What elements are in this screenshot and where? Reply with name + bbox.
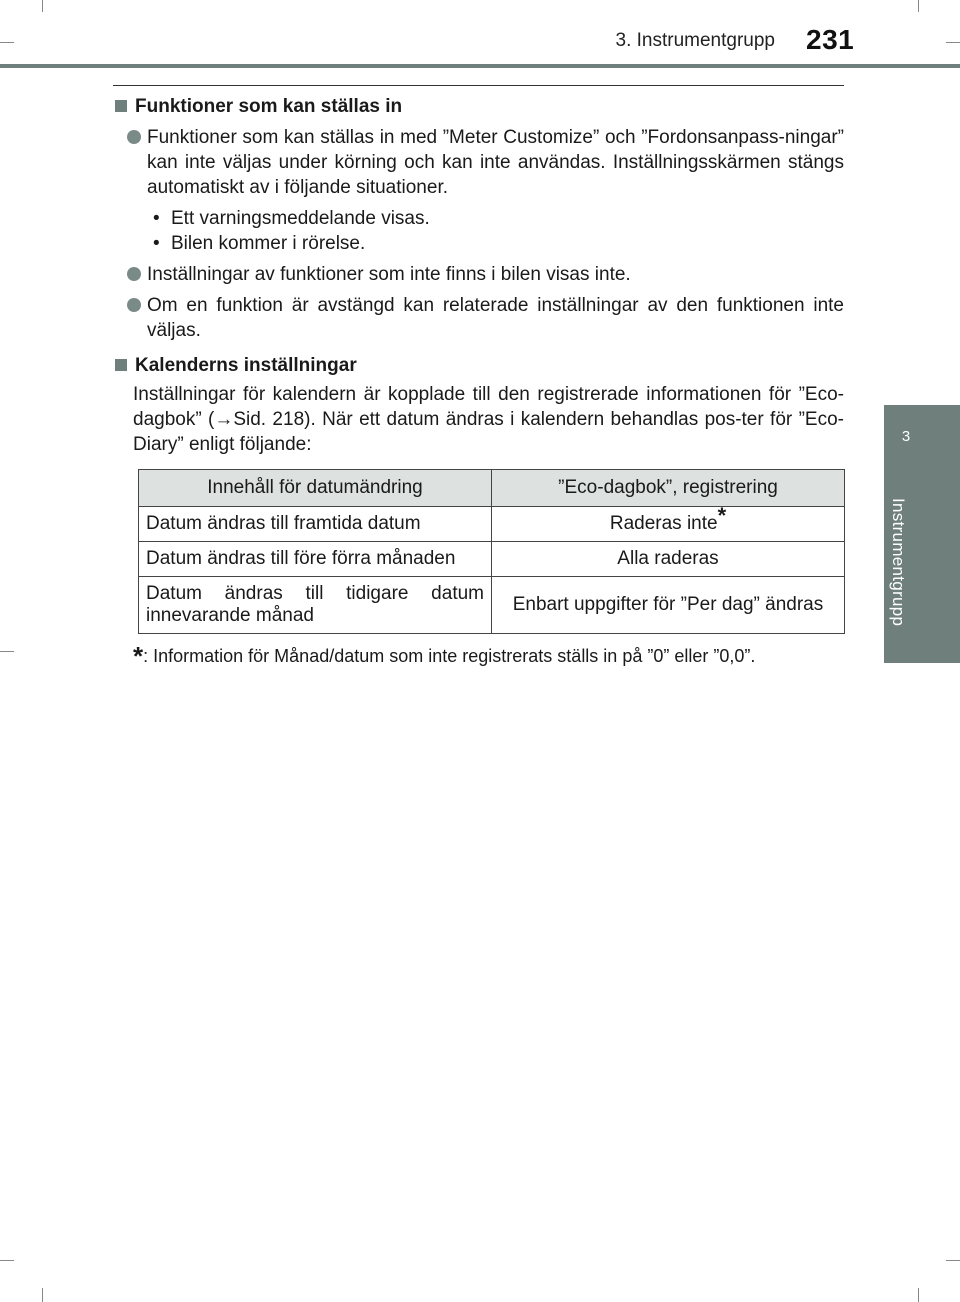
list-item [113, 293, 844, 343]
sub-list-item [153, 206, 844, 231]
footnote-text: : Information för Månad/datum som inte registrerats ställs in på ”0” eller ”0,0”. [143, 646, 756, 666]
section-title: 3. Instrumentgrupp [615, 30, 775, 51]
sub-list-item [153, 231, 844, 256]
chapter-label: Instrumentgrupp [889, 498, 908, 627]
crop-mark [42, 0, 43, 12]
crop-mark [0, 42, 14, 43]
circle-bullet-icon [127, 298, 141, 312]
list-item-text: Om en funktion är avstängd kan relaterade inställningar av den funktionen inte väljas. [147, 295, 844, 341]
arrow-right-icon: → [214, 409, 234, 430]
table-cell: Datum ändras till framtida datum [139, 507, 492, 542]
list-item-text: Inställningar av funktioner som inte finns i bilen visas inte. [147, 264, 631, 285]
crop-mark [946, 1260, 960, 1261]
crop-mark [918, 0, 919, 12]
list-item [113, 262, 844, 287]
table-cell [492, 503, 845, 542]
section-heading-text: Funktioner som kan ställas in [135, 96, 403, 117]
page-number: 231 [806, 24, 855, 55]
chapter-label-wrap [888, 498, 918, 648]
square-bullet-icon [115, 100, 127, 112]
table-row [139, 507, 845, 542]
crop-mark [946, 42, 960, 43]
sub-list-item-text: Bilen kommer i rörelse. [171, 233, 366, 254]
crop-mark [42, 1288, 43, 1302]
table-header-cell: Innehåll för datumändring [139, 470, 492, 507]
sub-list [153, 206, 844, 256]
crop-mark [0, 651, 14, 652]
section-heading [113, 94, 844, 119]
section-heading [113, 353, 844, 378]
square-bullet-icon [115, 359, 127, 371]
main-content [113, 94, 844, 669]
footnote [133, 641, 844, 671]
table-cell: Datum ändras till före förra månaden [139, 542, 492, 577]
table-cell: Datum ändras till tidigare datum innevarande månad [139, 577, 492, 634]
crop-mark [0, 1260, 14, 1261]
paragraph-text: Inställningar för kalendern är kopplade till den registrerade informationen för ”Eco-dagbok” ( [133, 384, 844, 430]
calendar-table [138, 469, 845, 634]
asterisk-footnote-marker: * [717, 503, 727, 528]
table-header-cell: ”Eco-dagbok”, registrering [492, 470, 845, 507]
circle-bullet-icon [127, 267, 141, 281]
dot-bullet-icon: • [153, 233, 160, 254]
table-row [139, 577, 845, 634]
chapter-number: 3 [901, 428, 911, 445]
circle-bullet-icon [127, 130, 141, 144]
table-cell: Enbart uppgifter för ”Per dag” ändras [492, 577, 845, 634]
paragraph-text: Sid. 218). När ett datum ändras i kalendern behandlas pos-ter för ”Eco-Diary” enligt följande: [133, 409, 844, 455]
dot-bullet-icon: • [153, 208, 160, 229]
header-rule [0, 64, 960, 68]
calendar-paragraph [133, 382, 844, 457]
list-item [113, 125, 844, 200]
asterisk-footnote-marker: * [133, 641, 144, 671]
table-row [139, 542, 845, 577]
sub-list-item-text: Ett varningsmeddelande visas. [171, 208, 430, 229]
table-header-row [139, 470, 845, 507]
section-heading-text: Kalenderns inställningar [135, 355, 357, 376]
crop-mark [918, 1288, 919, 1302]
table-cell: Alla raderas [492, 542, 845, 577]
list-item-text: Funktioner som kan ställas in med ”Meter Customize” och ”Fordonsanpass-ningar” kan inte väljas under körning och kan inte användas. Inställningsskärmen stängs automatiskt av i följande situationer. [147, 127, 844, 198]
table-cell-text: Raderas inte [609, 513, 718, 534]
content-top-rule [113, 85, 844, 86]
